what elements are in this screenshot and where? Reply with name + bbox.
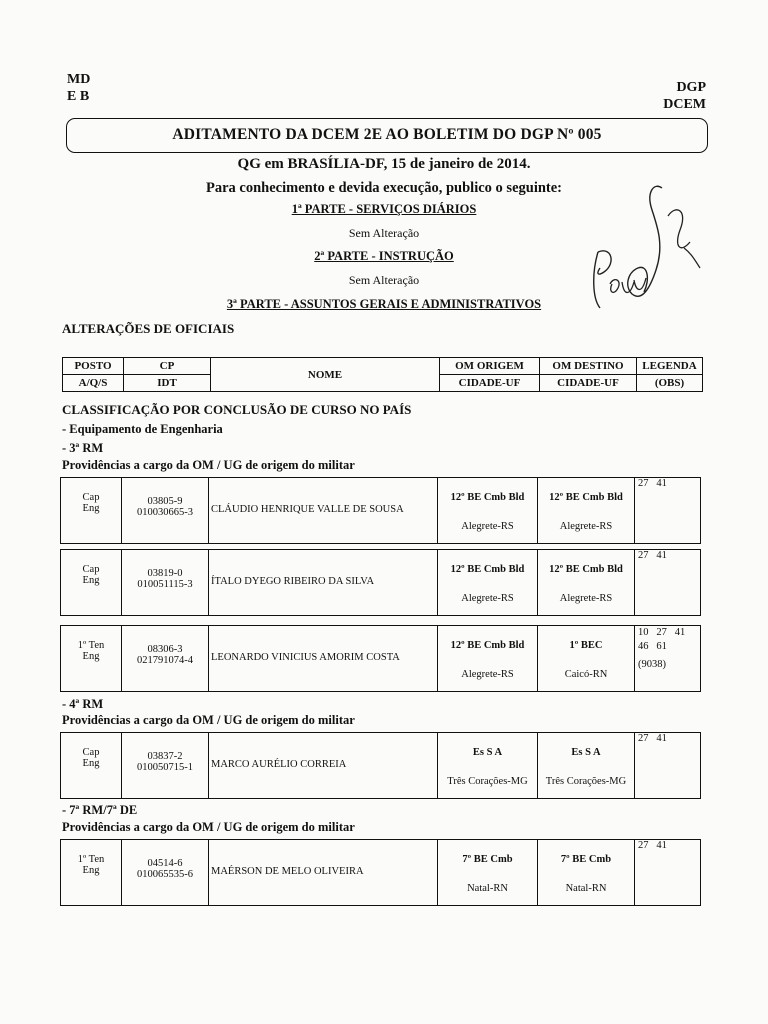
nome: ÍTALO DYEGO RIBEIRO DA SILVA [211,576,375,587]
col-posto: POSTO [63,358,124,375]
om-destino: 7º BE Cmb [560,854,612,865]
arma: Eng [82,865,100,876]
part-3-title: 3ª PARTE - ASSUNTOS GERAIS E ADMINISTRATIVOS [226,297,542,311]
header-right-dcem: DCEM [663,97,706,112]
nome: LEONARDO VINICIUS AMORIM COSTA [211,652,400,663]
posto: Cap [82,747,100,758]
col-om-origem: OM ORIGEM [440,358,540,375]
provision-note: Providências a cargo da OM / UG de origem do militar [62,713,355,727]
legenda: 27 41 [638,550,667,561]
idt: 021791074-4 [137,655,193,666]
cp: 03837-2 [147,751,183,762]
idt: 010065535-6 [137,869,193,880]
header-right-dgp: DGP [676,80,706,95]
om-origem: Es S A [472,747,503,758]
region-title: - 3ª RM [62,441,104,455]
part-1-body: Sem Alteração [348,226,420,240]
header-left [67,71,90,105]
legenda: 10 27 41 [638,627,686,638]
idt: 010030665-3 [137,507,193,518]
om-origem: 12º BE Cmb Bld [450,640,525,651]
nome: CLÁUDIO HENRIQUE VALLE DE SOUSA [211,504,404,515]
document-title: ADITAMENTO DA DCEM 2E AO BOLETIM DO DGP Nº 005 [172,126,602,143]
table-row [60,732,701,799]
column-header-table [62,357,703,392]
om-destino: 1º BEC [569,640,603,651]
col-cp: CP [124,358,211,375]
om-destino: Es S A [571,747,601,758]
legenda: 27 41 [638,840,667,851]
col-obs: (OBS) [637,375,703,392]
legenda-obs: (9038) [638,659,666,670]
col-cidade-uf-origem: CIDADE-UF [440,375,540,392]
cidade-origem: Alegrete-RS [461,669,514,680]
cp: 04514-6 [147,858,183,869]
col-nome: NOME [211,358,440,392]
idt: 010051115-3 [137,579,193,590]
nome: MAÉRSON DE MELO OLIVEIRA [211,866,364,877]
nome: MARCO AURÉLIO CORREIA [211,759,347,770]
header-left-eb: E B [67,89,90,104]
cidade-destino: Alegrete-RS [559,521,613,532]
table-row [60,625,701,692]
region-title: - 4ª RM [62,697,104,711]
provision-note: Providências a cargo da OM / UG de origem do militar [62,820,355,834]
part-1-title: 1ª PARTE - SERVIÇOS DIÁRIOS [291,202,477,216]
part-2-body: Sem Alteração [348,273,420,287]
om-origem: 7º BE Cmb [462,854,513,865]
equipment-title: - Equipamento de Engenharia [62,422,223,436]
col-legenda: LEGENDA [637,358,703,375]
posto: Cap [82,492,100,503]
col-cidade-uf-destino: CIDADE-UF [540,375,637,392]
legenda: 27 41 [638,733,667,744]
classification-title: CLASSIFICAÇÃO POR CONCLUSÃO DE CURSO NO PAÍS [62,402,412,417]
header-right [663,79,706,113]
region-title: - 7ª RM/7ª DE [62,803,138,817]
table-row [60,477,701,544]
cidade-destino: Natal-RN [565,883,607,894]
cidade-origem: Três Corações-MG [447,776,528,787]
legenda: 27 41 [638,478,667,489]
signature-image [584,176,704,336]
posto: 1º Ten [77,640,105,651]
cp: 03805-9 [147,496,183,507]
legenda-line-2: 46 61 [638,641,667,652]
arma: Eng [82,575,100,586]
col-om-destino: OM DESTINO [540,358,637,375]
posto: Cap [82,564,100,575]
col-idt: IDT [124,375,211,392]
document-title-box [66,118,708,153]
om-origem: 12º BE Cmb Bld [450,564,525,575]
place-date: QG em BRASÍLIA-DF, 15 de janeiro de 2014. [237,156,531,172]
om-origem: 12º BE Cmb Bld [450,492,525,503]
arma: Eng [82,651,100,662]
idt: 010050715-1 [137,762,193,773]
cp: 03819-0 [147,568,183,579]
table-row [60,839,701,906]
cidade-destino: Caicó-RN [564,669,608,680]
cidade-origem: Natal-RN [467,883,508,894]
om-destino: 12º BE Cmb Bld [549,492,623,503]
cidade-origem: Alegrete-RS [461,521,514,532]
col-aqs: A/Q/S [63,375,124,392]
om-destino: 12º BE Cmb Bld [549,564,623,575]
cidade-destino: Três Corações-MG [545,776,627,787]
cp: 08306-3 [147,644,183,655]
cidade-destino: Alegrete-RS [559,593,613,604]
table-row [60,549,701,616]
arma: Eng [82,503,100,514]
header-left-md: MD [67,72,91,87]
section-title: ALTERAÇÕES DE OFICIAIS [62,321,235,336]
arma: Eng [82,758,100,769]
intro-line: Para conhecimento e devida execução, publico o seguinte: [205,180,562,196]
posto: 1º Ten [77,854,105,865]
provision-note: Providências a cargo da OM / UG de origem do militar [62,458,355,472]
part-2-title: 2ª PARTE - INSTRUÇÃO [314,249,454,263]
cidade-origem: Alegrete-RS [461,593,514,604]
